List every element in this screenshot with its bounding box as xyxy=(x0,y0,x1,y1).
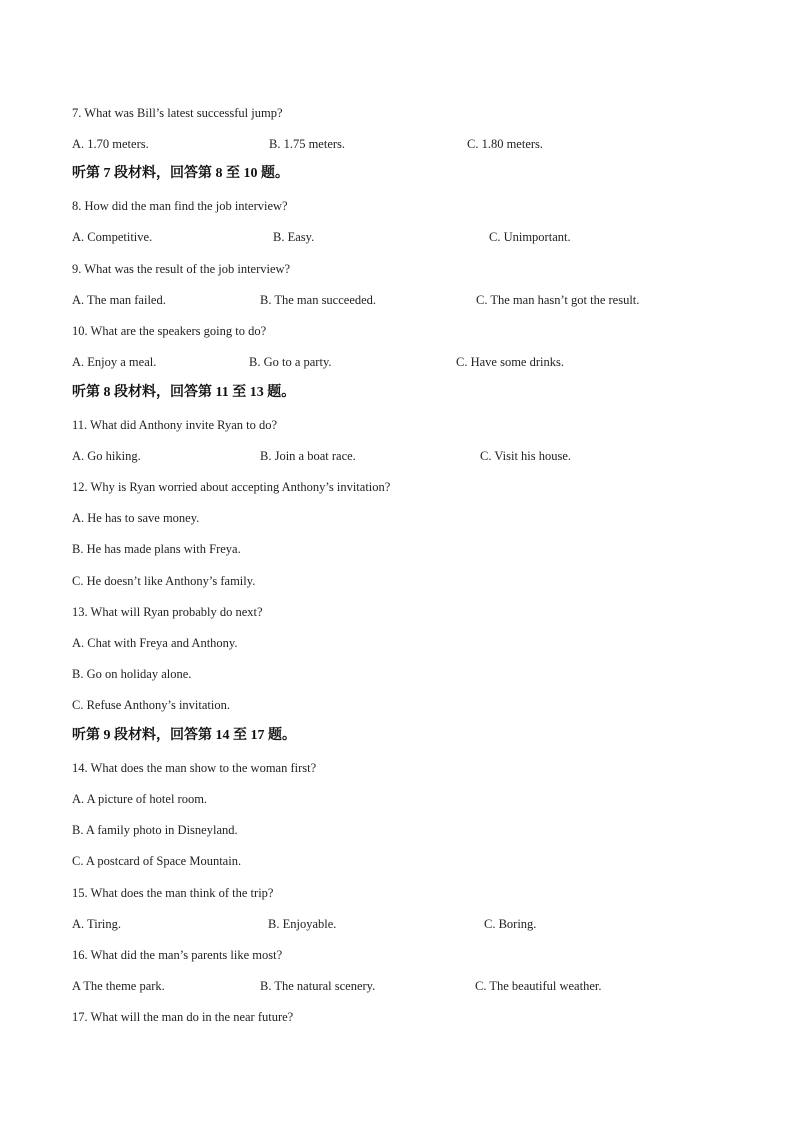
option-a: A. Chat with Freya and Anthony. xyxy=(72,636,238,650)
option-b: B. Go on holiday alone. xyxy=(72,667,192,681)
question-8: 8. How did the man find the job interview? xyxy=(72,199,288,213)
option-b: B. The man succeeded. xyxy=(260,293,377,307)
option-a: A. A picture of hotel room. xyxy=(72,792,208,806)
question-9: 9. What was the result of the job interview? xyxy=(72,262,291,276)
option-c: C. The man hasn’t got the result. xyxy=(476,293,640,307)
option-c: C. Have some drinks. xyxy=(456,355,564,369)
option-a: A. 1.70 meters. xyxy=(72,137,149,151)
option-b: B. Join a boat race. xyxy=(260,449,356,463)
question-15: 15. What does the man think of the trip? xyxy=(72,886,274,900)
section-heading-7: 听第 7 段材料，回答第 8 至 10 题。 xyxy=(72,166,289,181)
option-a: A. He has to save money. xyxy=(72,511,200,525)
option-c: C. Visit his house. xyxy=(480,449,572,463)
section-heading-9: 听第 9 段材料，回答第 14 至 17 题。 xyxy=(72,728,296,743)
option-a: A. Enjoy a meal. xyxy=(72,355,157,369)
question-7: 7. What was Bill’s latest successful jump? xyxy=(72,106,283,120)
option-c: C. Refuse Anthony’s invitation. xyxy=(72,698,230,712)
question-16: 16. What did the man’s parents like most? xyxy=(72,948,283,962)
option-a: A. Go hiking. xyxy=(72,449,141,463)
option-a: A The theme park. xyxy=(72,979,165,993)
option-b: B. Go to a party. xyxy=(249,355,332,369)
question-17: 17. What will the man do in the near future? xyxy=(72,1010,294,1024)
option-b: B. The natural scenery. xyxy=(260,979,376,993)
option-c: C. Boring. xyxy=(484,917,537,931)
question-13: 13. What will Ryan probably do next? xyxy=(72,605,263,619)
option-b: B. Enjoyable. xyxy=(268,917,337,931)
option-c: C. He doesn’t like Anthony’s family. xyxy=(72,574,256,588)
option-c: C. A postcard of Space Mountain. xyxy=(72,854,242,868)
option-a: A. Competitive. xyxy=(72,230,153,244)
option-c: C. 1.80 meters. xyxy=(467,137,544,151)
question-11: 11. What did Anthony invite Ryan to do? xyxy=(72,418,278,432)
option-a: A. The man failed. xyxy=(72,293,166,307)
question-10: 10. What are the speakers going to do? xyxy=(72,324,267,338)
option-b: B. 1.75 meters. xyxy=(269,137,346,151)
question-14: 14. What does the man show to the woman first? xyxy=(72,761,317,775)
option-b: B. He has made plans with Freya. xyxy=(72,542,241,556)
question-12: 12. Why is Ryan worried about accepting Anthony’s invitation? xyxy=(72,480,391,494)
option-b: B. A family photo in Disneyland. xyxy=(72,823,238,837)
option-c: C. The beautiful weather. xyxy=(475,979,602,993)
section-heading-8: 听第 8 段材料，回答第 11 至 13 题。 xyxy=(72,385,296,400)
option-b: B. Easy. xyxy=(273,230,315,244)
option-a: A. Tiring. xyxy=(72,917,121,931)
option-c: C. Unimportant. xyxy=(489,230,571,244)
